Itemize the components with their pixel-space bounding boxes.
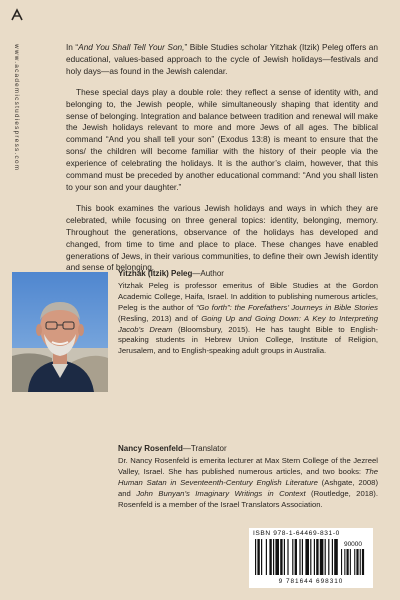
description-paragraph-3: This book examines the various Jewish holidays and ways in which they are celebrated, while focusing on three general topics: identity, belonging, memory. Throughout the generations, observance of the holidays has developed and changed, from time to time and place to place. These changes have enabled generations of Jews, in their various communities, to define their own Jewish identity and sense of belonging. [66,202,378,273]
translator-section [118,444,378,510]
price-code: 90000 [343,541,363,548]
barcode-bar [299,539,300,575]
translator-role: —Translator [182,444,227,453]
barcode-bar [302,539,303,575]
author-role: —Author [192,269,224,278]
barcode-bar [334,539,338,575]
barcode-bar [347,549,349,575]
barcode-bar [356,549,358,575]
barcode-bar [292,539,293,575]
barcode-bar [266,539,267,575]
barcode-digits: 9 781644 698310 [278,578,344,585]
book-description [66,42,378,283]
author-bio [118,269,378,357]
author-heading [118,269,378,280]
barcode-bar [273,539,274,575]
barcode-bar [295,539,297,575]
barcode-bar [328,539,329,575]
barcode-bar [269,539,271,575]
barcode-bar [354,549,355,575]
barcode-bar [284,539,285,575]
translator-book-1: The Human Satan in Seventeenth-Century English Literature [118,466,378,487]
publisher-url: www.academicstudiespress.com [13,44,20,172]
translator-bio-text: Dr. Nancy Rosenfeld is emerita lecturer at Max Stern College of the Jezreel Valley, Israel. She has published numerous articles, and two books: The Human Satan in Seventeenth-Century English Literature (Ashgate, 2008) and John Bunyan’s Imaginary Writings in Context (Routledge, 2018). Rosenfeld is a member of the Israel Translators Association. [118,455,378,509]
barcode-bar [344,549,345,575]
barcode-bar [362,549,364,575]
translator-name: Nancy Rosenfeld [118,444,183,453]
description-paragraph-2: These special days play a double role: they reflect a sense of identity with, and belonging to, the Jewish people, while simultaneously shaping that identity and sense of belonging. Integration and balance between tradition and renewal will make the Jewish holidays relevant to more and more Jews of all ages. The biblical command “And you shall tell your son” (Exodus 13:8) is meant to ensure that the sons/ the children will become familiar with the history of their people via the experience of celebrating the holidays. It is the author’s claim, however, that this command must be preceded by another educational command: “And you shall listen to your son and your daughter.” [66,86,378,192]
author-photo [12,272,108,392]
translator-book-2: John Bunyan’s Imaginary Writings in Context [136,488,306,498]
barcode-bar [325,539,326,575]
barcode-bars [253,539,369,579]
barcode-bar [310,539,311,575]
publisher-logo-icon [10,8,24,22]
translator-heading [118,444,378,455]
barcode-bar [275,539,279,575]
author-book-2: Going Up and Going Down: A Key to Interpreting Jacob’s Dream [118,313,378,334]
barcode-bar [305,539,309,575]
barcode [249,528,373,588]
barcode-bar [255,539,256,575]
barcode-bar [316,539,318,575]
barcode-bar [320,539,324,575]
author-name: Yitzhak (Itzik) Peleg [118,269,193,278]
barcode-bar [350,549,351,575]
author-bio-text: Yitzhak Peleg is professor emeritus of Bible Studies at the Gordon Academic College, Haifa, Israel. In addition to publishing numerous articles, Peleg is the author of “Go forth”: the Forefathers’ Journeys in Bible Stories (Resling, 2013) and of Going Up and Going Down: A Key to Interpreting Jacob’s Dream (Bloomsbury, 2015). He has taught Bible to English-speaking students in Hebrew Union College, Institute of Religion, Jerusalem, and to English-speaking adult groups in Australia. [118,280,378,356]
author-book-1: “Go forth”: the Forefathers’ Journeys in Bible Stories [196,302,378,312]
barcode-bar [257,539,259,575]
barcode-bar [287,539,288,575]
isbn-label: ISBN 978-1-64469-831-0 [253,530,340,537]
barcode-bar [332,539,333,575]
barcode-bar [360,549,361,575]
barcode-bar [341,549,342,575]
barcode-bar [314,539,315,575]
book-title: And You Shall Tell Your Son, [78,42,185,52]
barcode-bar [280,539,282,575]
description-paragraph-1: In “And You Shall Tell Your Son,” Bible Studies scholar Yitzhak (Itzik) Peleg offers an educational, values-based approach to the cycle of Jewish holidays—festivals and holy days—as found in the Jewish calendar. [66,42,378,76]
barcode-bar [261,539,262,575]
